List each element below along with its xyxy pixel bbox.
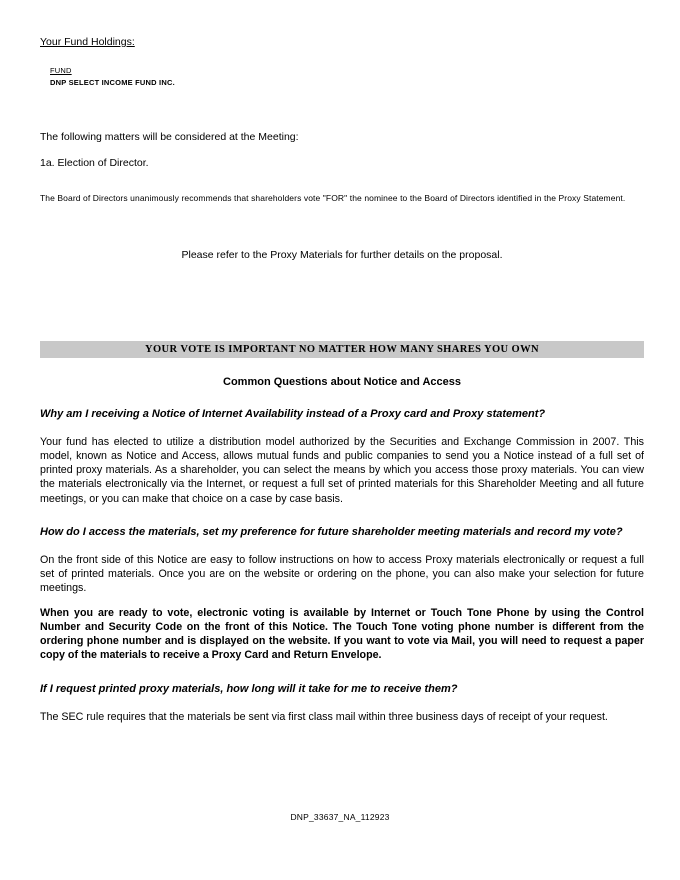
faq-question-2: How do I access the materials, set my preference for future shareholder meeting materials and record my vote? bbox=[40, 525, 623, 538]
faq-answer-2-voting-instructions: When you are ready to vote, electronic voting is available by Internet or Touch Tone Phone by using the Control Number and Security Code on the front of this Notice. The Touch Tone voting phone number is different from the ordering phone number and is displayed on the website. If you want to vote via Mail, you will need to request a paper copy of the materials to receive a Proxy Card and Return Envelope. bbox=[40, 607, 644, 662]
board-recommendation: The Board of Directors unanimously recommends that shareholders vote "FOR" the nominee to the Board of Directors identified in the Proxy Statement. bbox=[40, 193, 626, 203]
faq-answer-3: The SEC rule requires that the materials be sent via first class mail within three business days of receipt of your request. bbox=[40, 710, 608, 723]
refer-to-proxy-materials-note: Please refer to the Proxy Materials for further details on the proposal. bbox=[181, 249, 503, 261]
matter-1a: 1a. Election of Director. bbox=[40, 157, 149, 169]
meeting-matters-intro: The following matters will be considered at the Meeting: bbox=[40, 131, 299, 143]
faq-question-1: Why am I receiving a Notice of Internet Availability instead of a Proxy card and Proxy statement? bbox=[40, 408, 546, 420]
fund-holdings-table bbox=[50, 66, 644, 87]
document-footer-code: DNP_33637_NA_112923 bbox=[290, 812, 390, 822]
faq-question-3: If I request printed proxy materials, how long will it take for me to receive them? bbox=[40, 682, 458, 695]
faq-answer-1: Your fund has elected to utilize a distribution model authorized by the Securities and Exchange Commission in 2007. This model, known as Notice and Access, allows mutual funds and public companies to send you a Notice instead of a full set of printed proxy materials. As a shareholder, you can select the means by which you access those proxy materials. You can view the materials electronically via the Internet, or request a full set of printed materials for this Shareholder Meeting and all future meetings, or you can make that choice on a case by case basis. bbox=[40, 436, 644, 505]
fund-column-header: FUND bbox=[50, 66, 72, 75]
faq-section-title: Common Questions about Notice and Access bbox=[223, 376, 461, 388]
fund-holdings-heading: Your Fund Holdings: bbox=[40, 36, 135, 48]
vote-importance-banner: YOUR VOTE IS IMPORTANT NO MATTER HOW MANY SHARES YOU OWN bbox=[40, 341, 644, 358]
fund-name: DNP SELECT INCOME FUND INC. bbox=[50, 78, 175, 87]
faq-answer-2: On the front side of this Notice are easy to follow instructions on how to access Proxy materials electronically or request a full set of printed materials. Once you are on the website or ordering on the phone, you can also make your selection for future meetings. bbox=[40, 553, 644, 594]
